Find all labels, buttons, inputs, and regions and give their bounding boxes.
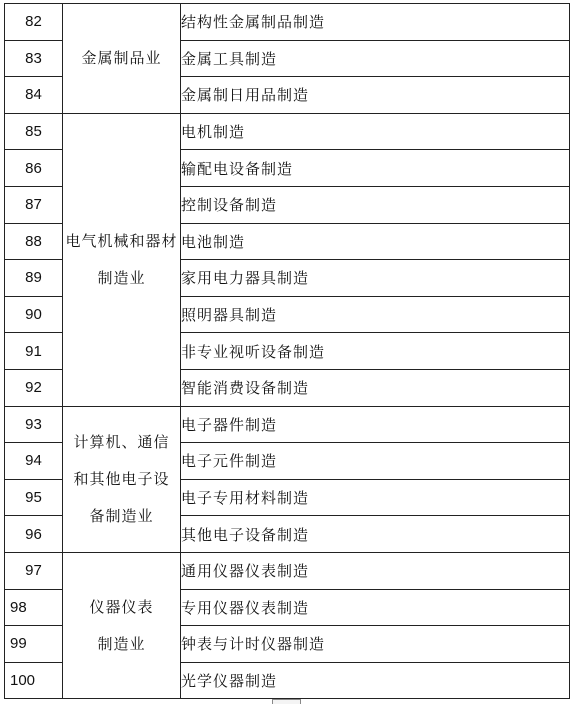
industry-item: 照明器具制造 [181,296,570,333]
industry-table [4,3,570,699]
row-number: 94 [5,443,63,480]
industry-item: 专用仪器仪表制造 [181,589,570,626]
category-instruments: 仪器仪表制造业 [63,552,181,698]
industry-item: 电子器件制造 [181,406,570,443]
industry-item: 电机制造 [181,113,570,150]
industry-item: 结构性金属制品制造 [181,4,570,41]
row-number: 89 [5,260,63,297]
row-number: 99 [5,626,63,663]
industry-item: 非专业视听设备制造 [181,333,570,370]
row-number: 100 [5,662,63,699]
industry-item: 金属工具制造 [181,40,570,77]
row-number: 95 [5,479,63,516]
industry-item: 光学仪器制造 [181,662,570,699]
row-number: 96 [5,516,63,553]
row-number: 86 [5,150,63,187]
row-number: 98 [5,589,63,626]
row-number: 91 [5,333,63,370]
table-row [5,552,570,589]
table-row [5,113,570,150]
row-number: 83 [5,40,63,77]
category-electrical: 电气机械和器材制造业 [63,113,181,406]
table-row [5,4,570,41]
industry-item: 家用电力器具制造 [181,260,570,297]
industry-item: 控制设备制造 [181,186,570,223]
row-number: 84 [5,77,63,114]
row-number: 90 [5,296,63,333]
row-number: 97 [5,552,63,589]
industry-item: 输配电设备制造 [181,150,570,187]
row-number: 87 [5,186,63,223]
industry-item: 通用仪器仪表制造 [181,552,570,589]
row-number: 88 [5,223,63,260]
row-number: 85 [5,113,63,150]
category-metal-products: 金属制品业 [63,4,181,114]
row-number: 92 [5,369,63,406]
industry-item: 其他电子设备制造 [181,516,570,553]
category-electronics: 计算机、通信和其他电子设备制造业 [63,406,181,552]
row-number: 82 [5,4,63,41]
industry-item: 电池制造 [181,223,570,260]
industry-item: 金属制日用品制造 [181,77,570,114]
row-number: 93 [5,406,63,443]
industry-item: 电子元件制造 [181,443,570,480]
industry-item: 钟表与计时仪器制造 [181,626,570,663]
industry-item: 电子专用材料制造 [181,479,570,516]
table-row [5,406,570,443]
horizontal-scrollbar-thumb[interactable] [272,699,301,704]
industry-item: 智能消费设备制造 [181,369,570,406]
